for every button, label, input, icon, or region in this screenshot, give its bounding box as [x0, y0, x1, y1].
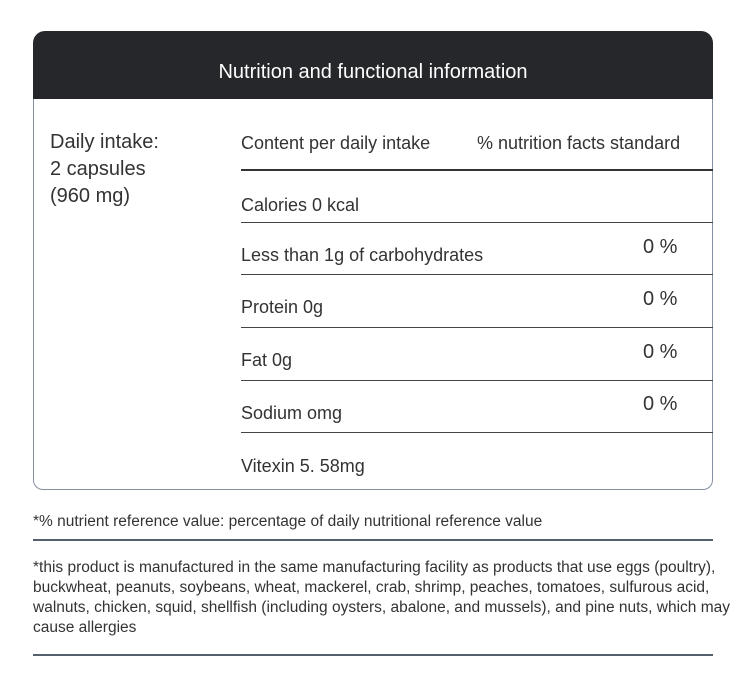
table-row-percent: 0 %: [643, 393, 678, 415]
table-row-label: Fat 0g: [241, 350, 293, 370]
table-row-label: Vitexin 5. 58mg: [241, 456, 365, 476]
allergy-note: *this product is manufactured in the same manufacturing facility as products that use eggs (poultry), buckwheat, peanuts, soybeans, wheat, mackerel, crab, shrimp, peaches, tomatoes, sulfurous acid, walnuts, chicken, squid, shellfish (including oysters, abalone, and mussels), and pine nuts, which may cause allergies: [33, 559, 731, 636]
header-title: Nutrition and functional information: [218, 61, 528, 83]
table-row-percent: 0 %: [643, 341, 678, 363]
bottom-divider: [33, 654, 713, 656]
row-divider: [241, 432, 713, 433]
reference-note: *% nutrient reference value: percentage of daily nutritional reference value: [33, 513, 543, 530]
table-row-label: Protein 0g: [241, 297, 324, 317]
intake-line: (960 mg): [50, 185, 131, 207]
row-divider: [241, 380, 713, 381]
column-header-content: Content per daily intake: [241, 133, 431, 153]
row-divider: [241, 274, 713, 275]
table-row-label: Less than 1g of carbohydrates: [241, 245, 484, 265]
intake-line: Daily intake:: [50, 131, 159, 153]
info-header: [33, 31, 713, 99]
row-divider: [241, 222, 713, 223]
header-divider: [241, 169, 713, 171]
note-divider: [33, 539, 713, 541]
intake-line: 2 capsules: [50, 158, 146, 180]
row-divider: [241, 327, 713, 328]
table-row-label: Calories 0 kcal: [241, 195, 360, 215]
daily-intake: [50, 129, 159, 210]
nutrition-panel: [33, 99, 713, 490]
table-row-percent: 0 %: [643, 236, 678, 258]
column-header-percent: % nutrition facts standard: [477, 133, 681, 153]
table-row-label: Sodium omg: [241, 403, 343, 423]
table-row-percent: 0 %: [643, 288, 678, 310]
